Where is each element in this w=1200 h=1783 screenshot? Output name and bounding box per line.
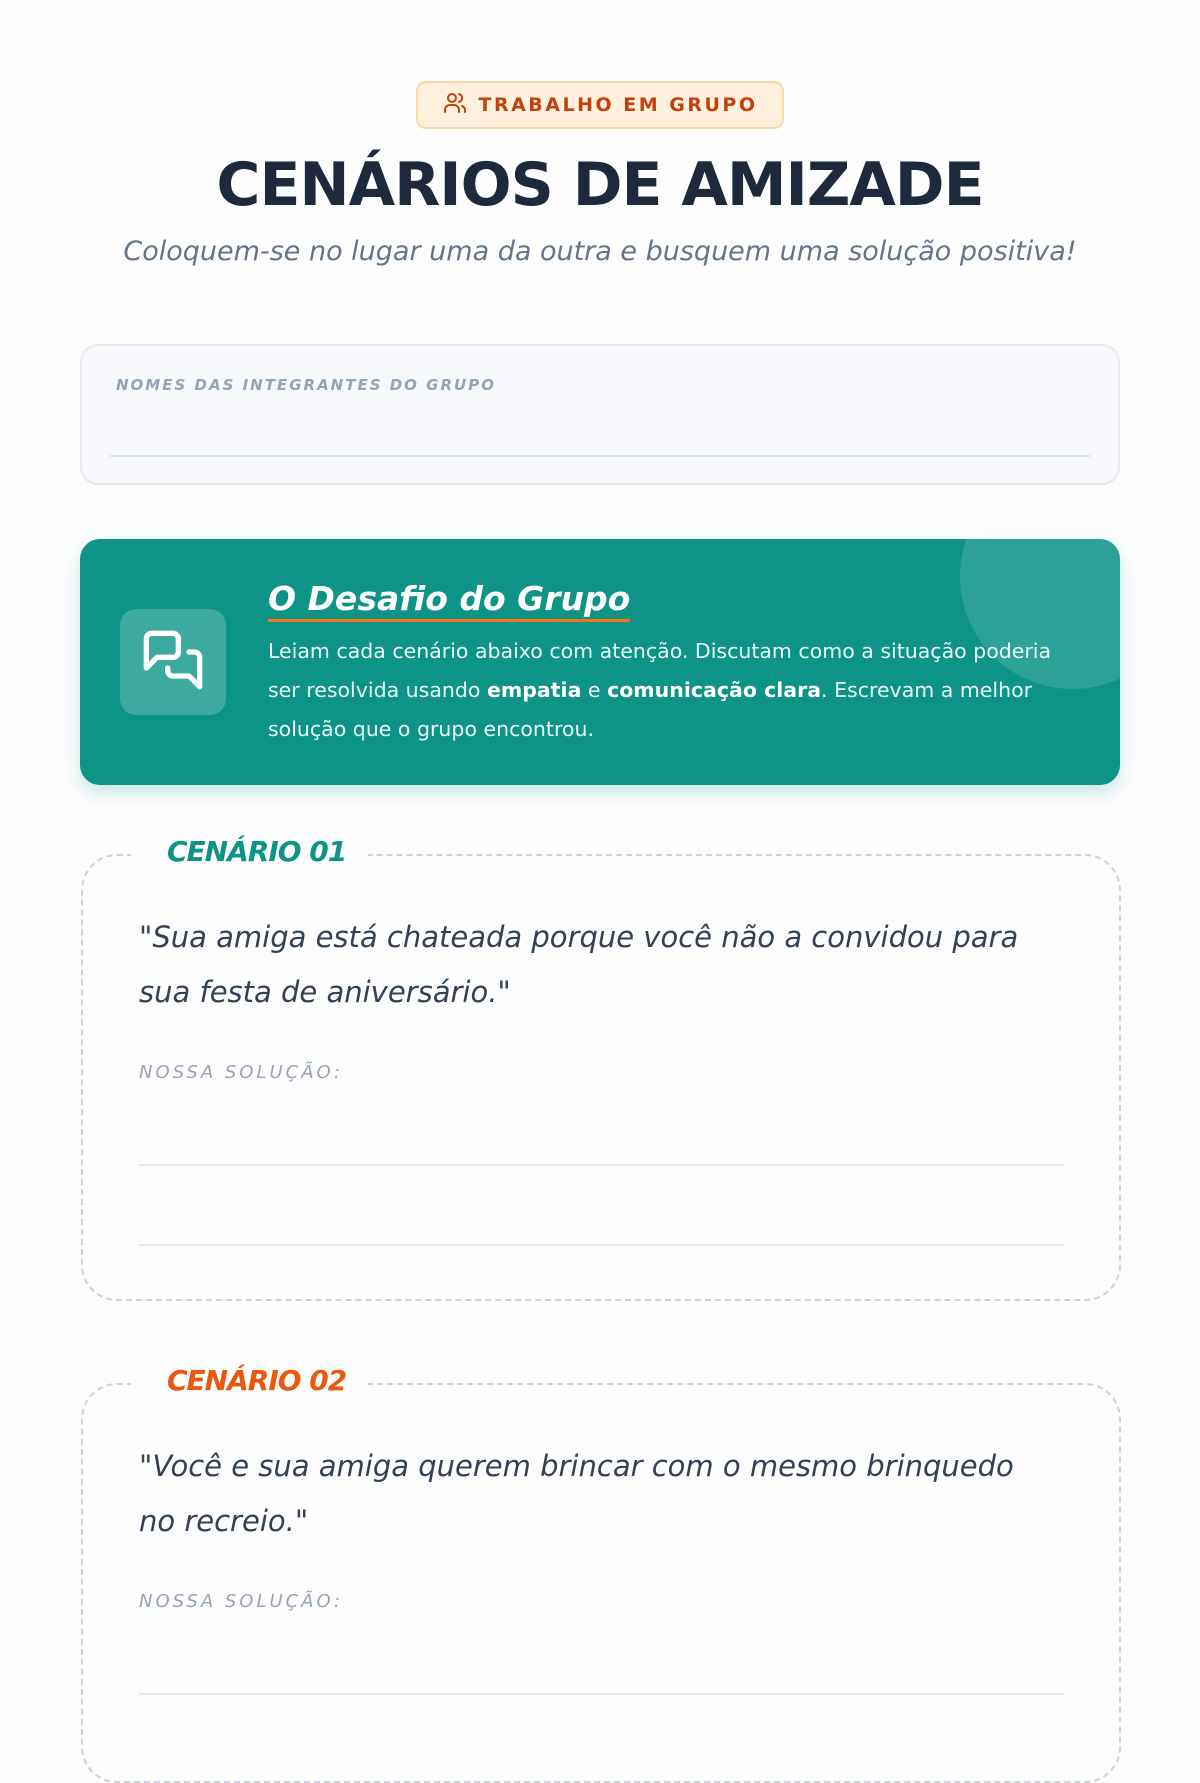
scenario-card-02 bbox=[81, 1364, 1121, 1783]
page-subtitle: Coloquem-se no lugar uma da outra e busquem uma solução positiva! bbox=[123, 236, 1077, 267]
chat-icon-box bbox=[120, 609, 226, 715]
scenario-quote: "Sua amiga está chateada porque você não a convidou para sua festa de aniversário." bbox=[139, 920, 1019, 1009]
chat-bubbles-icon bbox=[141, 628, 205, 696]
badge-label: TRABALHO EM GRUPO bbox=[478, 94, 758, 116]
group-names-card bbox=[80, 344, 1120, 485]
scenario-label: CENÁRIO 02 bbox=[131, 1355, 368, 1407]
scenario-label: CENÁRIO 01 bbox=[131, 826, 368, 878]
challenge-title: O Desafio do Grupo bbox=[268, 579, 630, 622]
group-challenge-card bbox=[80, 539, 1120, 785]
page-title: CENÁRIOS DE AMIZADE bbox=[216, 150, 984, 220]
group-names-label: NOMES DAS INTEGRANTES DO GRUPO bbox=[116, 376, 496, 394]
solution-label: NOSSA SOLUÇÃO: bbox=[139, 1591, 344, 1612]
empathy-emphasis: empatia bbox=[486, 678, 582, 702]
solution-label: NOSSA SOLUÇÃO: bbox=[139, 1062, 344, 1083]
clear-communication-emphasis: comunicação clara bbox=[607, 678, 822, 702]
scenario-quote: "Você e sua amiga querem brincar com o mesmo brinquedo no recreio." bbox=[139, 1449, 1014, 1538]
group-names-line[interactable] bbox=[110, 455, 1090, 457]
scenario-card-01 bbox=[81, 835, 1121, 1301]
solution-line[interactable] bbox=[139, 1244, 1064, 1246]
users-icon bbox=[443, 91, 467, 119]
solution-line[interactable] bbox=[139, 1164, 1064, 1166]
group-work-badge bbox=[416, 81, 784, 129]
solution-line[interactable] bbox=[139, 1693, 1064, 1695]
challenge-text: Leiam cada cenário abaixo com atenção. Discutam como a situação poderia ser resolvida usando empatia e comunicação clara. Escrevam a melhor solução que o grupo encontrou. bbox=[268, 639, 1052, 741]
